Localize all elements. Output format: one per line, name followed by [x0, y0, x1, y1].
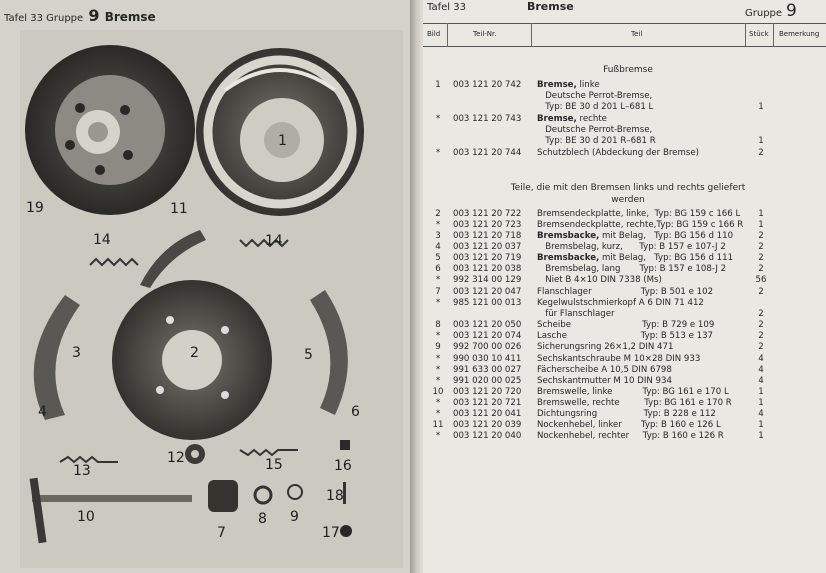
part-number-cell: 003 121 20 050 — [453, 320, 522, 330]
part-name-cell — [537, 309, 615, 320]
part-number-cell: 003 121 20 723 — [453, 220, 522, 230]
section-note: Teile, die mit den Bremsen links und rechts geliefert werden — [510, 183, 746, 205]
bild-cell: 10 — [432, 387, 444, 397]
left-page-header — [4, 6, 156, 25]
part-name-cell — [537, 80, 600, 91]
part-name-cell — [537, 91, 652, 102]
part-name-cell — [537, 287, 713, 298]
quantity-cell: 2 — [758, 231, 764, 241]
col-divider — [773, 23, 774, 47]
gruppe-number: 9 — [88, 6, 100, 25]
left-page — [0, 0, 412, 573]
part-name-text: Bremswelle, linke Typ: BG 161 e 170 L — [537, 387, 729, 397]
table-row — [423, 125, 826, 136]
table-row — [423, 242, 826, 253]
callout-4: 4 — [38, 404, 47, 420]
callout-16: 16 — [334, 458, 352, 474]
part-name-text: Scheibe Typ: B 729 e 109 — [537, 320, 715, 330]
part-number-cell: 003 121 20 742 — [453, 80, 522, 90]
part-number-cell: 003 121 20 037 — [453, 242, 522, 252]
callout-13: 13 — [73, 463, 91, 479]
part-name-bold: Bremsbacke, — [537, 231, 600, 241]
spring-15 — [240, 450, 298, 455]
bild-cell: * — [435, 220, 441, 230]
callout-10: 10 — [77, 509, 95, 525]
brake-shoe-right — [310, 290, 348, 415]
quantity-cell: 1 — [758, 136, 764, 146]
col-divider — [745, 23, 746, 47]
part-name-text: mit Belag, Typ: BG 156 d 110 — [599, 231, 734, 241]
part-name-cell — [537, 365, 672, 376]
section-title: Fußbremse — [603, 65, 653, 75]
part-name-text: Bremsendeckplatte, linke, Typ: BG 159 c 166 L — [537, 209, 741, 219]
quantity-cell: 2 — [758, 253, 764, 263]
bild-cell: 9 — [435, 342, 441, 352]
col-divider — [531, 23, 532, 47]
part-number-cell: 003 121 20 074 — [453, 331, 522, 341]
callout-3: 3 — [72, 345, 81, 361]
callout-5: 5 — [304, 347, 313, 363]
part-number-cell: 003 121 20 744 — [453, 148, 522, 158]
table-row — [423, 420, 826, 431]
table-row — [423, 331, 826, 342]
brake-shaft — [32, 495, 192, 502]
bild-cell: * — [435, 431, 441, 441]
quantity-cell: 2 — [758, 331, 764, 341]
callout-2: 2 — [190, 345, 199, 361]
table-row — [423, 275, 826, 286]
quantity-cell: 1 — [758, 398, 764, 408]
part-name-text: linke — [576, 80, 600, 90]
assembled-brake — [196, 48, 364, 216]
quantity-cell: 2 — [758, 264, 764, 274]
callout-17: 17 — [322, 525, 340, 541]
part-name-cell — [537, 253, 733, 264]
gruppe-label: Gruppe — [46, 13, 84, 24]
part-name-text: Bremswelle, rechte Typ: BG 161 e 170 R — [537, 398, 732, 408]
bild-cell: * — [435, 148, 441, 158]
gruppe-number: 9 — [786, 1, 797, 21]
quantity-cell: 1 — [758, 220, 764, 230]
table-row — [423, 264, 826, 275]
callout-18: 18 — [326, 488, 344, 504]
quantity-cell: 1 — [758, 431, 764, 441]
quantity-cell: 1 — [758, 209, 764, 219]
table-row — [423, 114, 826, 125]
spring-13 — [60, 457, 118, 462]
part-number-cell: 003 121 20 719 — [453, 253, 522, 263]
part-name-cell — [537, 342, 673, 353]
part-name-cell — [537, 231, 733, 242]
page-title: Bremse — [104, 10, 156, 24]
bild-cell: * — [435, 114, 441, 124]
quantity-cell: 2 — [758, 309, 764, 319]
part-name-text: Sechskantschraube M 10×28 DIN 933 — [537, 354, 701, 364]
gruppe-text: Gruppe — [745, 8, 783, 19]
part-number-cell: 992 314 00 129 — [453, 275, 522, 285]
table-row — [423, 309, 826, 320]
part-number-cell: 991 020 00 025 — [453, 376, 522, 386]
table-row — [423, 231, 826, 242]
callout-14-right: 14 — [265, 233, 283, 249]
part-name-cell — [537, 354, 700, 365]
callout-19: 19 — [26, 200, 44, 216]
table-row — [423, 342, 826, 353]
page-title: Bremse — [527, 0, 574, 13]
part-name-text: Bremsendeckplatte, rechte,Typ: BG 159 c 166 R — [537, 220, 744, 230]
bild-cell: * — [435, 365, 441, 375]
part-name-cell — [537, 298, 704, 309]
clip-16 — [340, 440, 350, 450]
part-name-text: rechte — [576, 114, 607, 124]
callout-7: 7 — [217, 525, 226, 541]
table-row — [423, 136, 826, 147]
part-name-text: Sicherungsring 26×1,2 DIN 471 — [537, 342, 674, 352]
part-name-cell — [537, 209, 740, 220]
callout-14-left: 14 — [93, 232, 111, 248]
quantity-cell: 2 — [758, 287, 764, 297]
circlip-9 — [288, 485, 302, 499]
callout-9: 9 — [290, 509, 299, 525]
part-name-cell — [537, 264, 726, 275]
grease-nipple — [340, 525, 352, 537]
quantity-cell: 1 — [758, 420, 764, 430]
part-name-text: Nockenhebel, linker Typ: B 160 e 126 L — [537, 420, 721, 430]
part-name-cell — [537, 220, 743, 231]
table-row — [423, 287, 826, 298]
gruppe-label — [745, 1, 797, 21]
bild-cell: 6 — [435, 264, 441, 274]
spring-left — [90, 259, 138, 265]
part-name-text: Typ: BE 30 d 201 R–681 R — [537, 136, 656, 146]
part-name-text: Dichtungsring Typ: B 228 e 112 — [537, 409, 716, 419]
bild-cell: * — [435, 409, 441, 419]
part-name-text: Fächerscheibe A 10,5 DIN 6798 — [537, 365, 672, 375]
col-bild: Bild — [427, 30, 441, 38]
part-name-cell — [537, 331, 713, 342]
table-row — [423, 376, 826, 387]
part-name-cell — [537, 242, 726, 253]
brake-drum — [25, 45, 195, 215]
callout-6: 6 — [351, 404, 360, 420]
part-name-text: Nockenhebel, rechter Typ: B 160 e 126 R — [537, 431, 724, 441]
table-row — [423, 220, 826, 231]
part-number-cell: 003 121 20 721 — [453, 398, 522, 408]
part-name-text: Bremsbelag, lang Typ: B 157 e 108-J 2 — [537, 264, 727, 274]
part-name-text: Schutzblech (Abdeckung der Bremse) — [537, 148, 699, 158]
table-row — [423, 80, 826, 91]
part-number-cell: 003 121 20 718 — [453, 231, 522, 241]
table-row — [423, 102, 826, 113]
part-name-text: mit Belag, Typ: BG 156 d 111 — [599, 253, 734, 263]
part-name-cell — [537, 136, 656, 147]
quantity-cell: 2 — [758, 148, 764, 158]
quantity-cell: 1 — [758, 387, 764, 397]
part-name-cell — [537, 398, 732, 409]
quantity-cell: 2 — [758, 320, 764, 330]
part-number-cell: 003 121 20 720 — [453, 387, 522, 397]
callout-11: 11 — [170, 201, 188, 217]
brake-parts-illustration — [20, 30, 403, 568]
part-name-cell — [537, 431, 724, 442]
bild-cell: * — [435, 298, 441, 308]
quantity-cell: 4 — [758, 376, 764, 386]
bild-cell: 4 — [435, 242, 441, 252]
bild-cell: * — [435, 331, 441, 341]
part-number-cell: 003 121 20 039 — [453, 420, 522, 430]
parts-photo — [20, 30, 403, 568]
bild-cell: 5 — [435, 253, 441, 263]
part-name-text: Kegelwulstschmierkopf A 6 DIN 71 412 — [537, 298, 704, 308]
table-row — [423, 209, 826, 220]
bild-cell: 1 — [435, 80, 441, 90]
col-stueck: Stück — [749, 30, 769, 38]
part-name-text: Deutsche Perrot-Bremse, — [537, 91, 653, 101]
part-name-bold: Bremse, — [537, 80, 577, 90]
right-page — [423, 0, 826, 573]
bild-cell: * — [435, 376, 441, 386]
part-name-bold: Bremse, — [537, 114, 577, 124]
table-row — [423, 365, 826, 376]
part-name-bold: Bremsbacke, — [537, 253, 600, 263]
bild-cell: 11 — [432, 420, 444, 430]
col-teil: Teil — [631, 30, 643, 38]
part-name-cell — [537, 114, 607, 125]
part-number-cell: 003 121 20 722 — [453, 209, 522, 219]
bild-cell: 3 — [435, 231, 441, 241]
part-name-cell — [537, 125, 652, 136]
quantity-cell: 4 — [758, 354, 764, 364]
part-name-cell — [537, 102, 653, 113]
part-name-text: Bremsbelag, kurz, Typ: B 157 e 107-J 2 — [537, 242, 726, 252]
bild-cell: * — [435, 398, 441, 408]
part-name-text: Sechskantmutter M 10 DIN 934 — [537, 376, 672, 386]
quantity-cell: 4 — [758, 365, 764, 375]
washer-8 — [255, 487, 271, 503]
part-number-cell: 003 121 20 041 — [453, 409, 522, 419]
table-row — [423, 320, 826, 331]
flange-bearing — [208, 480, 238, 512]
part-number-cell: 985 121 00 013 — [453, 298, 522, 308]
col-bemerkung: Bemerkung — [779, 30, 820, 38]
part-name-text: Typ: BE 30 d 201 L–681 L — [537, 102, 654, 112]
part-number-cell: 992 700 00 026 — [453, 342, 522, 352]
col-divider — [447, 23, 448, 47]
book-spine — [410, 0, 424, 573]
bild-cell: 7 — [435, 287, 441, 297]
part-name-text: Niet B 4×10 DIN 7338 (Ms) — [537, 275, 662, 285]
callout-15: 15 — [265, 457, 283, 473]
callout-12: 12 — [167, 450, 185, 466]
part-number-cell: 003 121 20 038 — [453, 264, 522, 274]
column-headers — [423, 23, 826, 47]
table-row — [423, 431, 826, 442]
quantity-cell: 4 — [758, 409, 764, 419]
table-row — [423, 354, 826, 365]
col-teil-nr: Teil-Nr. — [473, 30, 497, 38]
quantity-cell: 1 — [758, 102, 764, 112]
table-row — [423, 398, 826, 409]
part-name-cell — [537, 420, 721, 431]
part-name-text: für Flanschlager — [537, 309, 615, 319]
part-name-text: Lasche Typ: B 513 e 137 — [537, 331, 714, 341]
part-number-cell: 003 121 20 047 — [453, 287, 522, 297]
part-name-cell — [537, 148, 699, 159]
cam-lever — [140, 230, 206, 288]
part-number-cell: 990 030 10 411 — [453, 354, 522, 364]
bild-cell: * — [435, 275, 441, 285]
callout-1: 1 — [278, 133, 287, 149]
tafel-label: Tafel 33 — [4, 13, 43, 24]
table-row — [423, 91, 826, 102]
callout-8: 8 — [258, 511, 267, 527]
part-name-cell — [537, 376, 672, 387]
part-name-text: Flanschlager Typ: B 501 e 102 — [537, 287, 714, 297]
part-name-cell — [537, 387, 729, 398]
part-name-text: Deutsche Perrot-Bremse, — [537, 125, 653, 135]
quantity-cell: 2 — [758, 342, 764, 352]
quantity-cell: 2 — [758, 242, 764, 252]
part-number-cell: 003 121 20 040 — [453, 431, 522, 441]
table-row — [423, 387, 826, 398]
part-name-cell — [537, 275, 662, 286]
part-name-cell — [537, 320, 714, 331]
bild-cell: 8 — [435, 320, 441, 330]
part-number-cell: 991 633 00 027 — [453, 365, 522, 375]
table-row — [423, 253, 826, 264]
table-row — [423, 148, 826, 159]
tafel-label: Tafel 33 — [427, 2, 466, 13]
bild-cell: 2 — [435, 209, 441, 219]
table-row — [423, 298, 826, 309]
part-number-cell: 003 121 20 743 — [453, 114, 522, 124]
bild-cell: * — [435, 354, 441, 364]
quantity-cell: 56 — [755, 275, 767, 285]
part-name-cell — [537, 409, 716, 420]
table-row — [423, 409, 826, 420]
